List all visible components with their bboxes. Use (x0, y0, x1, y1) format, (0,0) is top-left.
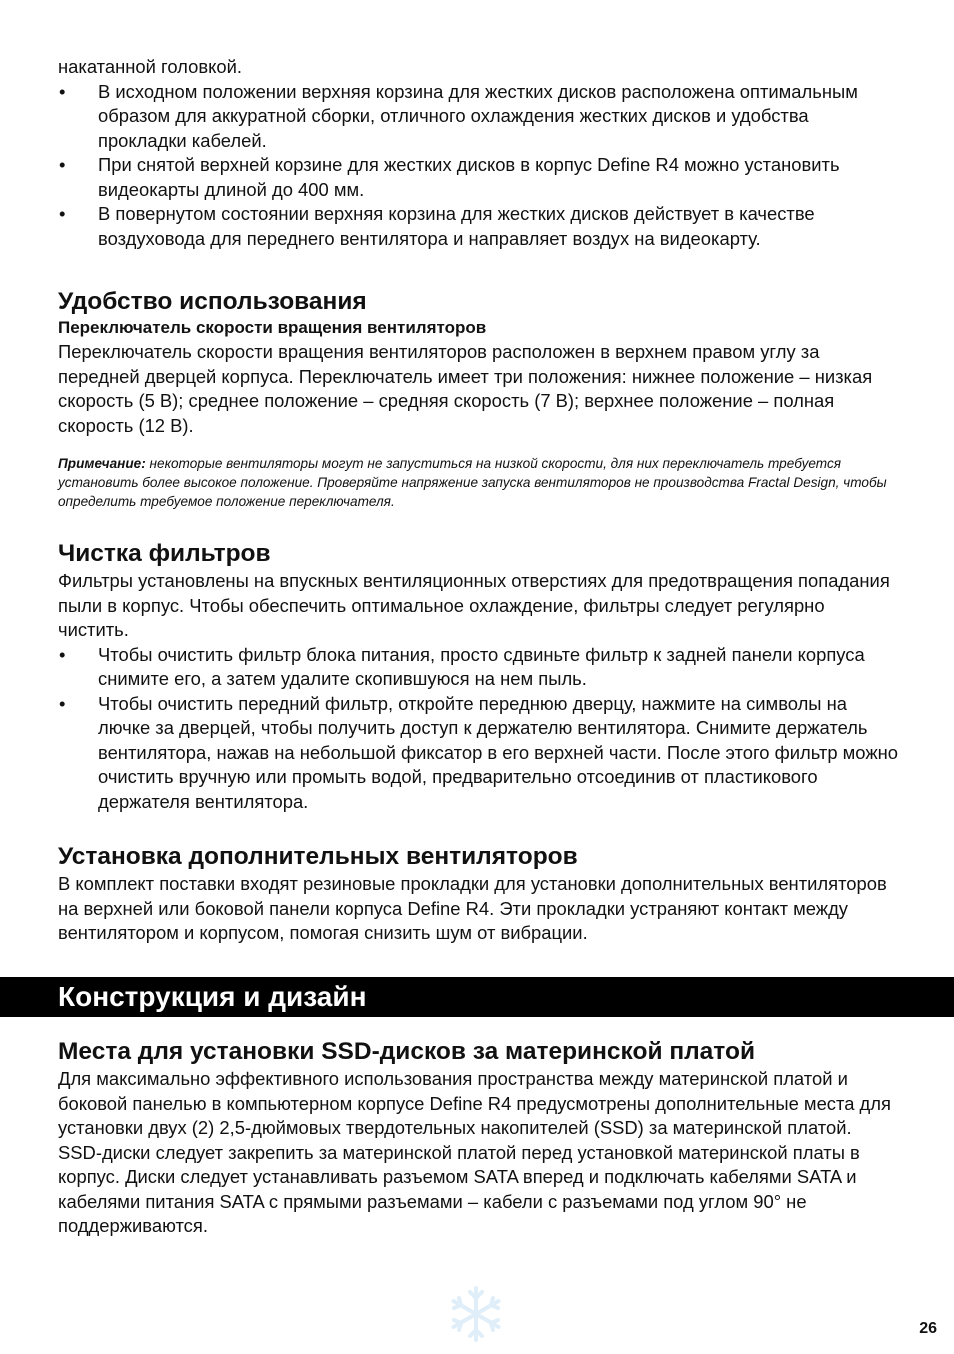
list-item: • Чтобы очистить фильтр блока питания, просто сдвиньте фильтр к задней панели корпуса снимите его, а затем удалите скопившуюся на нем пыль. (59, 643, 865, 689)
section-banner (0, 977, 954, 1017)
note-label: Примечание: (58, 456, 146, 471)
bullet-icon: • (59, 203, 66, 224)
intro-continued-text: накатанной головкой. (58, 56, 242, 77)
banner-title: Конструкция и дизайн (58, 981, 367, 1012)
bullet-icon: • (59, 692, 66, 714)
filters-heading: Чистка фильтров (58, 540, 271, 567)
fans-paragraph: В комплект поставки входят резиновые прокладки для установки дополнительных вентиляторов на верхней или боковой панели корпуса Define R4. Эти прокладки устраняют контакт между вентилятором и корпусом, помогая снизить шум от вибрации. (58, 873, 887, 943)
filters-paragraph: Фильтры установлены на впускных вентиляционных отверстиях для предотвращения попадания пыли в корпус. Чтобы обеспечить оптимальное охлаждение, фильтры следует регулярно чистить. (58, 570, 890, 640)
list-item: • Чтобы очистить передний фильтр, откройте переднюю дверцу, нажмите на символы на лючке за дверцей, чтобы получить доступ к держателю вентилятора. Снимите держатель вентилятора, нажав на небольшой фиксатор в его верхней части. После этого фильтр можно очистить вручную или промыть водой, предварительно отсоединив от пластикового держателя вентилятора. (59, 692, 899, 812)
bullet-icon: • (59, 154, 66, 175)
fans-heading: Установка дополнительных вентиляторов (58, 843, 578, 870)
filters-bullet-list (58, 643, 900, 815)
usability-note (58, 454, 900, 511)
list-item: • В повернутом состоянии верхняя корзина для жестких дисков действует в качестве воздуховода для переднего вентилятора и направляет воздух на видеокарту. (59, 203, 815, 249)
snowflake-icon (446, 1284, 506, 1344)
bullet-icon: • (59, 80, 66, 102)
list-item: • В исходном положении верхняя корзина для жестких дисков расположена оптимальным образом для аккуратной сборки, отличного охлаждения жестких дисков и удобства прокладки кабелей. (59, 80, 858, 151)
bullet-icon: • (59, 643, 66, 665)
ssd-heading: Места для установки SSD-дисков за материнской платой (58, 1038, 756, 1065)
fan-switch-subheading: Переключатель скорости вращения вентиляторов (58, 318, 487, 337)
usability-paragraph: Переключатель скорости вращения вентиляторов расположен в верхнем правом углу за передней дверцей корпуса. Переключатель имеет три положения: нижнее положение – низкая скорость (5 В); среднее положение – средняя скорость (7 В); верхнее положение – полная скорость (12 В). (58, 341, 873, 436)
page-content (58, 55, 900, 946)
intro-bullet-list (58, 80, 900, 252)
page-number: 26 (919, 1320, 937, 1337)
note-text: некоторые вентиляторы могут не запуститься на низкой скорости, для них переключатель требуется установить более высокое положение. Проверяйте напряжение запуска вентиляторов не производства Fractal Design, чтобы определить требуемое положение переключателя. (58, 456, 887, 509)
ssd-paragraph-1: Для максимально эффективного использования пространства между материнской платой и боковой панелью в компьютерном корпусе Define R4 предусмотрены дополнительные места для установки двух (2) 2,5-дюймовых твердотельных накопителей (SSD) за материнской платой. (58, 1068, 891, 1138)
ssd-paragraph-2: SSD-диски следует закрепить за материнской платой перед установкой материнской платы в корпус. Диски следует устанавливать разъемом SATA вперед и подключать кабелями SATA и кабелями питания SATA с прямыми разъемами – кабели с разъемами под углом 90° не поддерживаются. (58, 1141, 860, 1236)
list-item: • При снятой верхней корзине для жестких дисков в корпус Define R4 можно установить видеокарты длиной до 400 мм. (59, 154, 840, 200)
usability-heading: Удобство использования (58, 288, 367, 315)
ssd-section (58, 1037, 900, 1239)
